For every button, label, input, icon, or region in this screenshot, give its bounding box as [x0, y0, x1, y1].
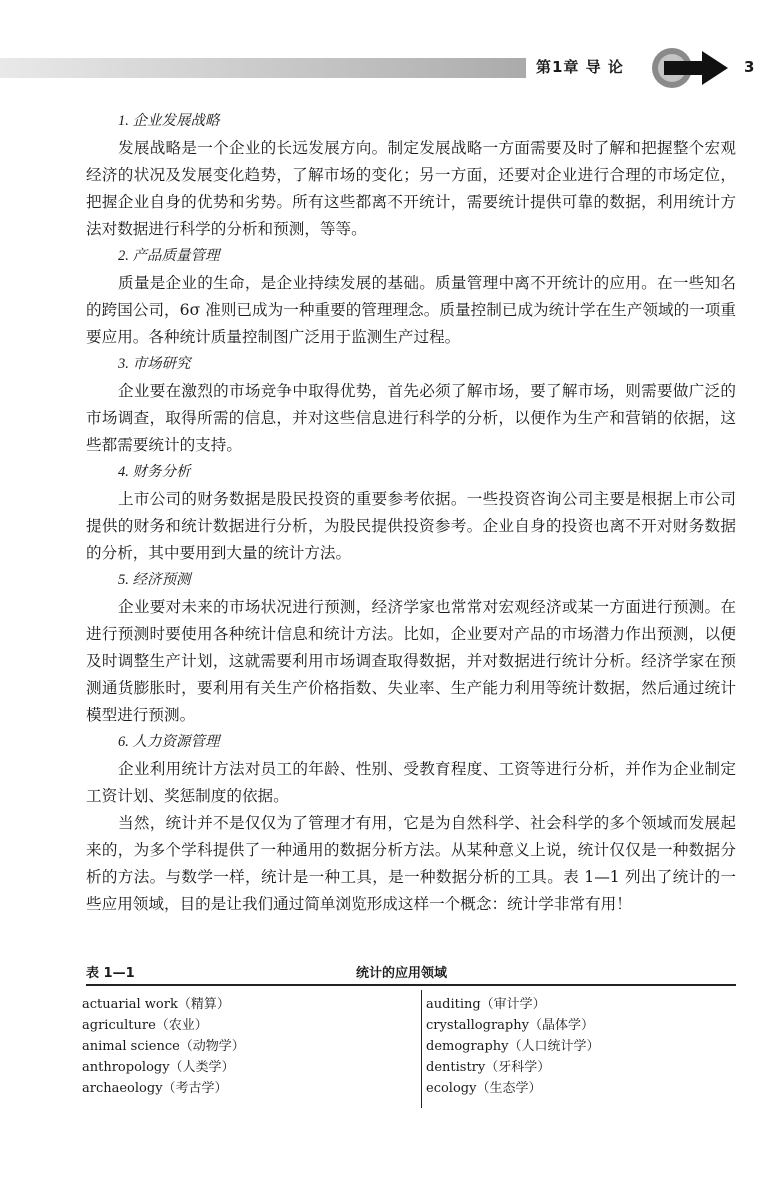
table-top-rule: [86, 984, 736, 986]
table-left-column: [82, 994, 245, 1099]
section-heading: 4. 财务分析: [118, 464, 191, 480]
paragraph: 企业要在激烈的市场竞争中取得优势，首先必须了解市场，要了解市场，则需要做广泛的市场调查，取得所需的信息，并对这些信息进行科学的分析，以便作为生产和营销的依据，这些都需要统计的支持。: [86, 382, 736, 454]
table-cell: auditing（审计学）: [426, 997, 546, 1012]
table-cell: archaeology（考古学）: [82, 1081, 228, 1096]
paragraph: 发展战略是一个企业的长远发展方向。制定发展战略一方面需要及时了解和把握整个宏观经济的状况及发展变化趋势，了解市场的变化；另一方面，还要对企业进行合理的市场定位，把握企业自身的优势和劣势。所有这些都离不开统计，需要统计提供可靠的数据，利用统计方法对数据进行科学的分析和预测，等等。: [86, 139, 736, 238]
table-cell: anthropology（人类学）: [82, 1060, 235, 1075]
right-arrow-icon: [650, 46, 740, 90]
section-heading: 1. 企业发展战略: [118, 113, 220, 129]
table-cell: animal science（动物学）: [82, 1039, 245, 1054]
table-caption: 统计的应用领域: [356, 966, 448, 981]
section-heading: 2. 产品质量管理: [118, 248, 220, 264]
table-column-divider: [421, 990, 422, 1108]
paragraph: 当然，统计并不是仅仅为了管理才有用，它是为自然科学、社会科学的多个领域而发展起来的，为多个学科提供了一种通用的数据分析方法。从某种意义上说，统计仅仅是一种数据分析的方法。与数学一样，统计是一种工具，是一种数据分析的工具。表 1—1 列出了统计的一些应用领域，目的是让我们通过简单浏览形成这样一个概念：统计学非常有用！: [86, 814, 736, 913]
section-heading: 6. 人力资源管理: [118, 734, 220, 750]
paragraph: 上市公司的财务数据是股民投资的重要参考依据。一些投资咨询公司主要是根据上市公司提供的财务和统计数据进行分析，为股民提供投资参考。企业自身的投资也离不开对财务数据的分析，其中要用到大量的统计方法。: [86, 490, 736, 562]
table-cell: agriculture（农业）: [82, 1018, 208, 1033]
table-cell: demography（人口统计学）: [426, 1039, 600, 1054]
table-cell: dentistry（牙科学）: [426, 1060, 551, 1075]
table-right-column: [426, 994, 600, 1099]
page-number: 3: [744, 58, 755, 76]
paragraph: 企业利用统计方法对员工的年龄、性别、受教育程度、工资等进行分析，并作为企业制定工资计划、奖惩制度的依据。: [86, 760, 736, 805]
table-cell: actuarial work（精算）: [82, 997, 230, 1012]
table-number: 表 1—1: [86, 966, 135, 981]
table-title: [86, 958, 736, 982]
paragraph: 企业要对未来的市场状况进行预测，经济学家也常常对宏观经济或某一方面进行预测。在进行预测时要使用各种统计信息和统计方法。比如，企业要对产品的市场潜力作出预测，以便及时调整生产计划，这就需要利用市场调查取得数据，并对数据进行统计分析。经济学家在预测通货膨胀时，要利用有关生产价格指数、失业率、生产能力利用等统计数据，然后通过统计模型进行预测。: [86, 598, 736, 724]
section-heading: 5. 经济预测: [118, 572, 191, 588]
table-cell: crystallography（晶体学）: [426, 1018, 594, 1033]
chapter-title: 第1章 导 论: [526, 52, 676, 82]
table-cell: ecology（生态学）: [426, 1081, 542, 1096]
running-header: [0, 38, 779, 98]
paragraph: 质量是企业的生命，是企业持续发展的基础。质量管理中离不开统计的应用。在一些知名的跨国公司，6σ 准则已成为一种重要的管理理念。质量控制已成为统计学在生产领域的一项重要应用。各种统计质量控制图广泛用于监测生产过程。: [86, 274, 736, 346]
section-heading: 3. 市场研究: [118, 356, 191, 372]
body-text: [86, 108, 736, 918]
